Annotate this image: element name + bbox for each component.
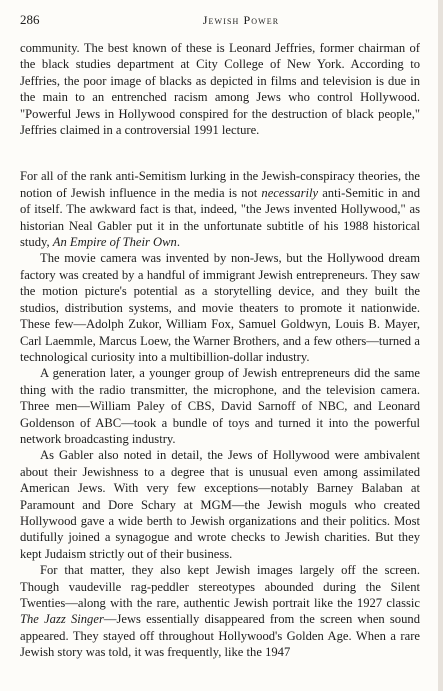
- book-title: An Empire of Their Own: [52, 235, 177, 250]
- page-header: [20, 12, 420, 30]
- italic-emphasis: necessarily: [261, 185, 319, 200]
- paragraph-jewish-images: [20, 562, 420, 660]
- paragraph-generation-later: A generation later, a younger group of Jewish entrepreneurs did the same thing with the radio transmitter, the microphone, and the television camera. Three men—William Paley of CBS, David Sarnoff of NBC, and Leonard Goldenson of ABC—took a bundle of toys and turned it into the powerful network broadcasting industry.: [20, 366, 420, 446]
- paragraph-text: .: [176, 235, 181, 250]
- paragraph-section-start: [20, 168, 420, 250]
- paragraph-continued: community. The best known of these is Leonard Jeffries, former chairman of the black studies department at City College of New York. According to Jeffries, the poor image of blacks as depicted in films and television is due in the main to an entrenched racism among Jews who control Hollywood. "Powerful Jews in Hollywood conspired for the destruction of black people," Jeffries claimed in a controversial 1991 lecture.: [20, 41, 420, 138]
- page-number: 286: [20, 12, 40, 27]
- paragraph-gabler: As Gabler also noted in detail, the Jews of Hollywood were ambivalent about their Jewishness to a degree that is unusual even among assimilated American Jews. With very few exceptions—notably Barney Balaban at Paramount and Dore Schary at MGM—the Jewish moguls who created Hollywood gave a wide berth to Jewish organizations and their politics. Most dutifully joined a synagogue and wrote checks to Jewish charities. But they kept Judaism strictly out of their business.: [20, 448, 420, 561]
- film-title: The Jazz Singer: [20, 612, 104, 627]
- running-head: Jewish Power: [202, 13, 280, 27]
- paragraph-text: For all of the rank anti-Semitism lurking in the Jewish-conspiracy theories, the notion of Jewish influence in the media is not: [20, 169, 420, 200]
- paragraph-movie-camera: The movie camera was invented by non-Jews, but the Hollywood dream factory was created by a handful of immigrant Jewish entrepreneurs. They saw the motion picture's potential as a storytelling device, and they built the studios, distribution systems, and movie theaters to promote it nationwide. These few—Adolph Zukor, William Fox, Samuel Goldwyn, Louis B. Mayer, Carl Laemmle, Marcus Loew, the Warner Brothers, and a few others—turned a technological curiosity into a multibillion-dollar industry.: [20, 251, 420, 364]
- paragraph-text: —Jews essentially disappeared from the screen when sound appeared. They stayed off throughout Hollywood's Golden Age. When a rare Jewish story was told, it was frequently, like the 1947: [20, 612, 420, 660]
- paragraph-text: For that matter, they also kept Jewish images largely off the screen. Though vaudeville rag-peddler stereotypes abounded during the Silent Twenties—along with the rare, authentic Jewish portrait like the 1927 classic: [20, 563, 420, 610]
- paragraph-text: anti-Semitic in and of itself. The awkward fact is that, indeed, "the Jews invented Hollywood," as historian Neal Gabler put it in the unfortunate subtitle of his 1988 historical study,: [20, 185, 420, 250]
